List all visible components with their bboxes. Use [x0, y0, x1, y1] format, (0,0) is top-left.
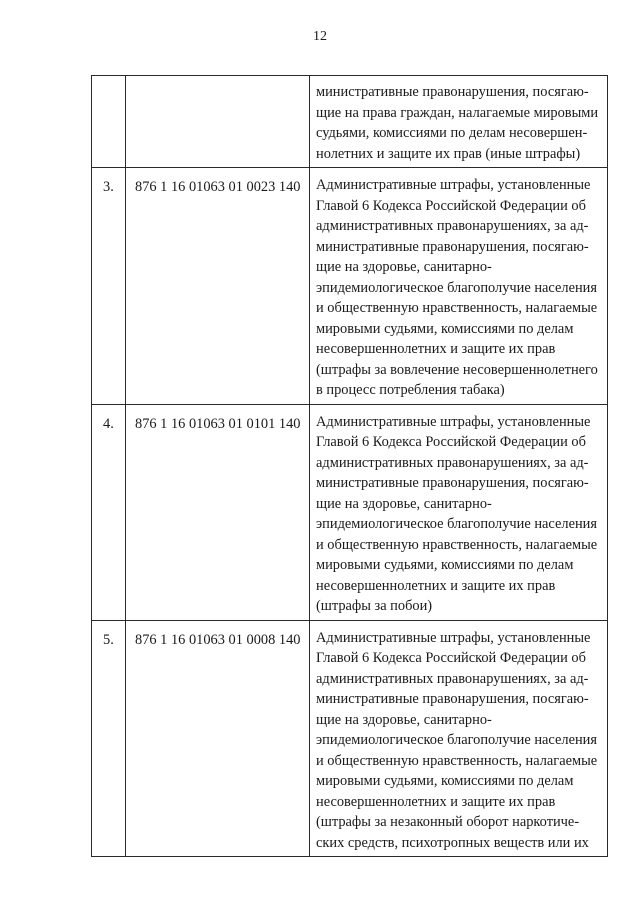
row-number-cell: [92, 168, 126, 405]
description-line: щие на здоровье, санитарно-: [316, 259, 492, 275]
table-row: [92, 404, 608, 620]
description-line: министративные правонарушения, посягаю-: [316, 84, 589, 100]
description-line: Главой 6 Кодекса Российской Федерации об: [316, 434, 586, 450]
table-row: [92, 168, 608, 405]
description-line: и общественную нравственность, налагаемые: [316, 300, 598, 316]
budget-code: 876 1 16 01063 01 0008 140: [135, 631, 301, 648]
row-number-cell: [92, 404, 126, 620]
page-number: 12: [313, 29, 327, 44]
description-cell: [310, 168, 608, 405]
budget-code-cell: [126, 76, 310, 168]
description-line: административных правонарушениях, за ад-: [316, 218, 589, 234]
budget-code: 876 1 16 01063 01 0023 140: [135, 179, 301, 195]
description-line: Административные штрафы, установленные: [316, 177, 591, 193]
description-line: (штрафы за вовлечение несовершеннолетнего: [316, 361, 598, 378]
description-line: министративные правонарушения, посягаю-: [316, 238, 589, 255]
description-line: мировыми судьями, комиссиями по делам: [316, 557, 574, 573]
description-line: щие на здоровье, санитарно-: [316, 711, 492, 728]
description-line: несовершеннолетних и защите их прав: [316, 341, 556, 357]
description-cell: [310, 620, 608, 857]
budget-code-cell: [126, 404, 310, 620]
description-line: нолетних и защите их прав (иные штрафы): [316, 145, 581, 162]
description-cell: [310, 76, 608, 168]
description-line: административных правонарушениях, за ад-: [316, 454, 589, 471]
description-line: и общественную нравственность, налагаемые: [316, 536, 598, 553]
description-line: и общественную нравственность, налагаемые: [316, 752, 598, 769]
description-line: административных правонарушениях, за ад-: [316, 670, 589, 687]
budget-code: [126, 76, 309, 85]
description-line: мировыми судьями, комиссиями по делам: [316, 773, 574, 789]
description-line: министративные правонарушения, посягаю-: [316, 475, 589, 491]
budget-code-cell: [126, 168, 310, 405]
budget-code: 876 1 16 01063 01 0101 140: [135, 415, 301, 432]
description-line: Главой 6 Кодекса Российской Федерации об: [316, 197, 586, 214]
fines-table: [91, 75, 608, 857]
description-line: судьями, комиссиями по делам несовершен-: [316, 125, 588, 141]
row-number: [92, 76, 125, 85]
description-text: [310, 76, 607, 167]
table-row: [92, 620, 608, 857]
description-line: эпидемиологическое благополучие населения: [316, 516, 597, 532]
row-number: 4.: [103, 415, 114, 432]
description-line: Административные штрафы, установленные: [316, 629, 591, 646]
table-body: [92, 76, 608, 857]
description-text: [310, 405, 607, 620]
description-line: эпидемиологическое благополучие населения: [316, 732, 597, 748]
description-line: министративные правонарушения, посягаю-: [316, 691, 589, 707]
table-row: [92, 76, 608, 168]
description-cell: [310, 404, 608, 620]
description-line: щие на права граждан, налагаемые мировыми: [316, 104, 599, 121]
description-text: [310, 621, 607, 857]
description-line: (штрафы за незаконный оборот наркотиче-: [316, 814, 580, 830]
row-number-cell: [92, 620, 126, 857]
description-line: несовершеннолетних и защите их прав: [316, 793, 556, 810]
description-line: щие на здоровье, санитарно-: [316, 495, 492, 512]
description-line: мировыми судьями, комиссиями по делам: [316, 320, 574, 337]
description-line: эпидемиологическое благополучие населения: [316, 279, 597, 296]
description-line: в процесс потребления табака): [316, 382, 505, 398]
description-line: (штрафы за побои): [316, 598, 433, 614]
description-text: [310, 168, 607, 404]
description-line: Административные штрафы, установленные: [316, 413, 591, 430]
row-number: 3.: [103, 179, 114, 195]
row-number-cell: [92, 76, 126, 168]
description-line: Главой 6 Кодекса Российской Федерации об: [316, 650, 586, 666]
description-line: ских средств, психотропных веществ или их: [316, 834, 589, 851]
description-line: несовершеннолетних и защите их прав: [316, 577, 556, 594]
budget-code-cell: [126, 620, 310, 857]
row-number: 5.: [103, 631, 114, 648]
